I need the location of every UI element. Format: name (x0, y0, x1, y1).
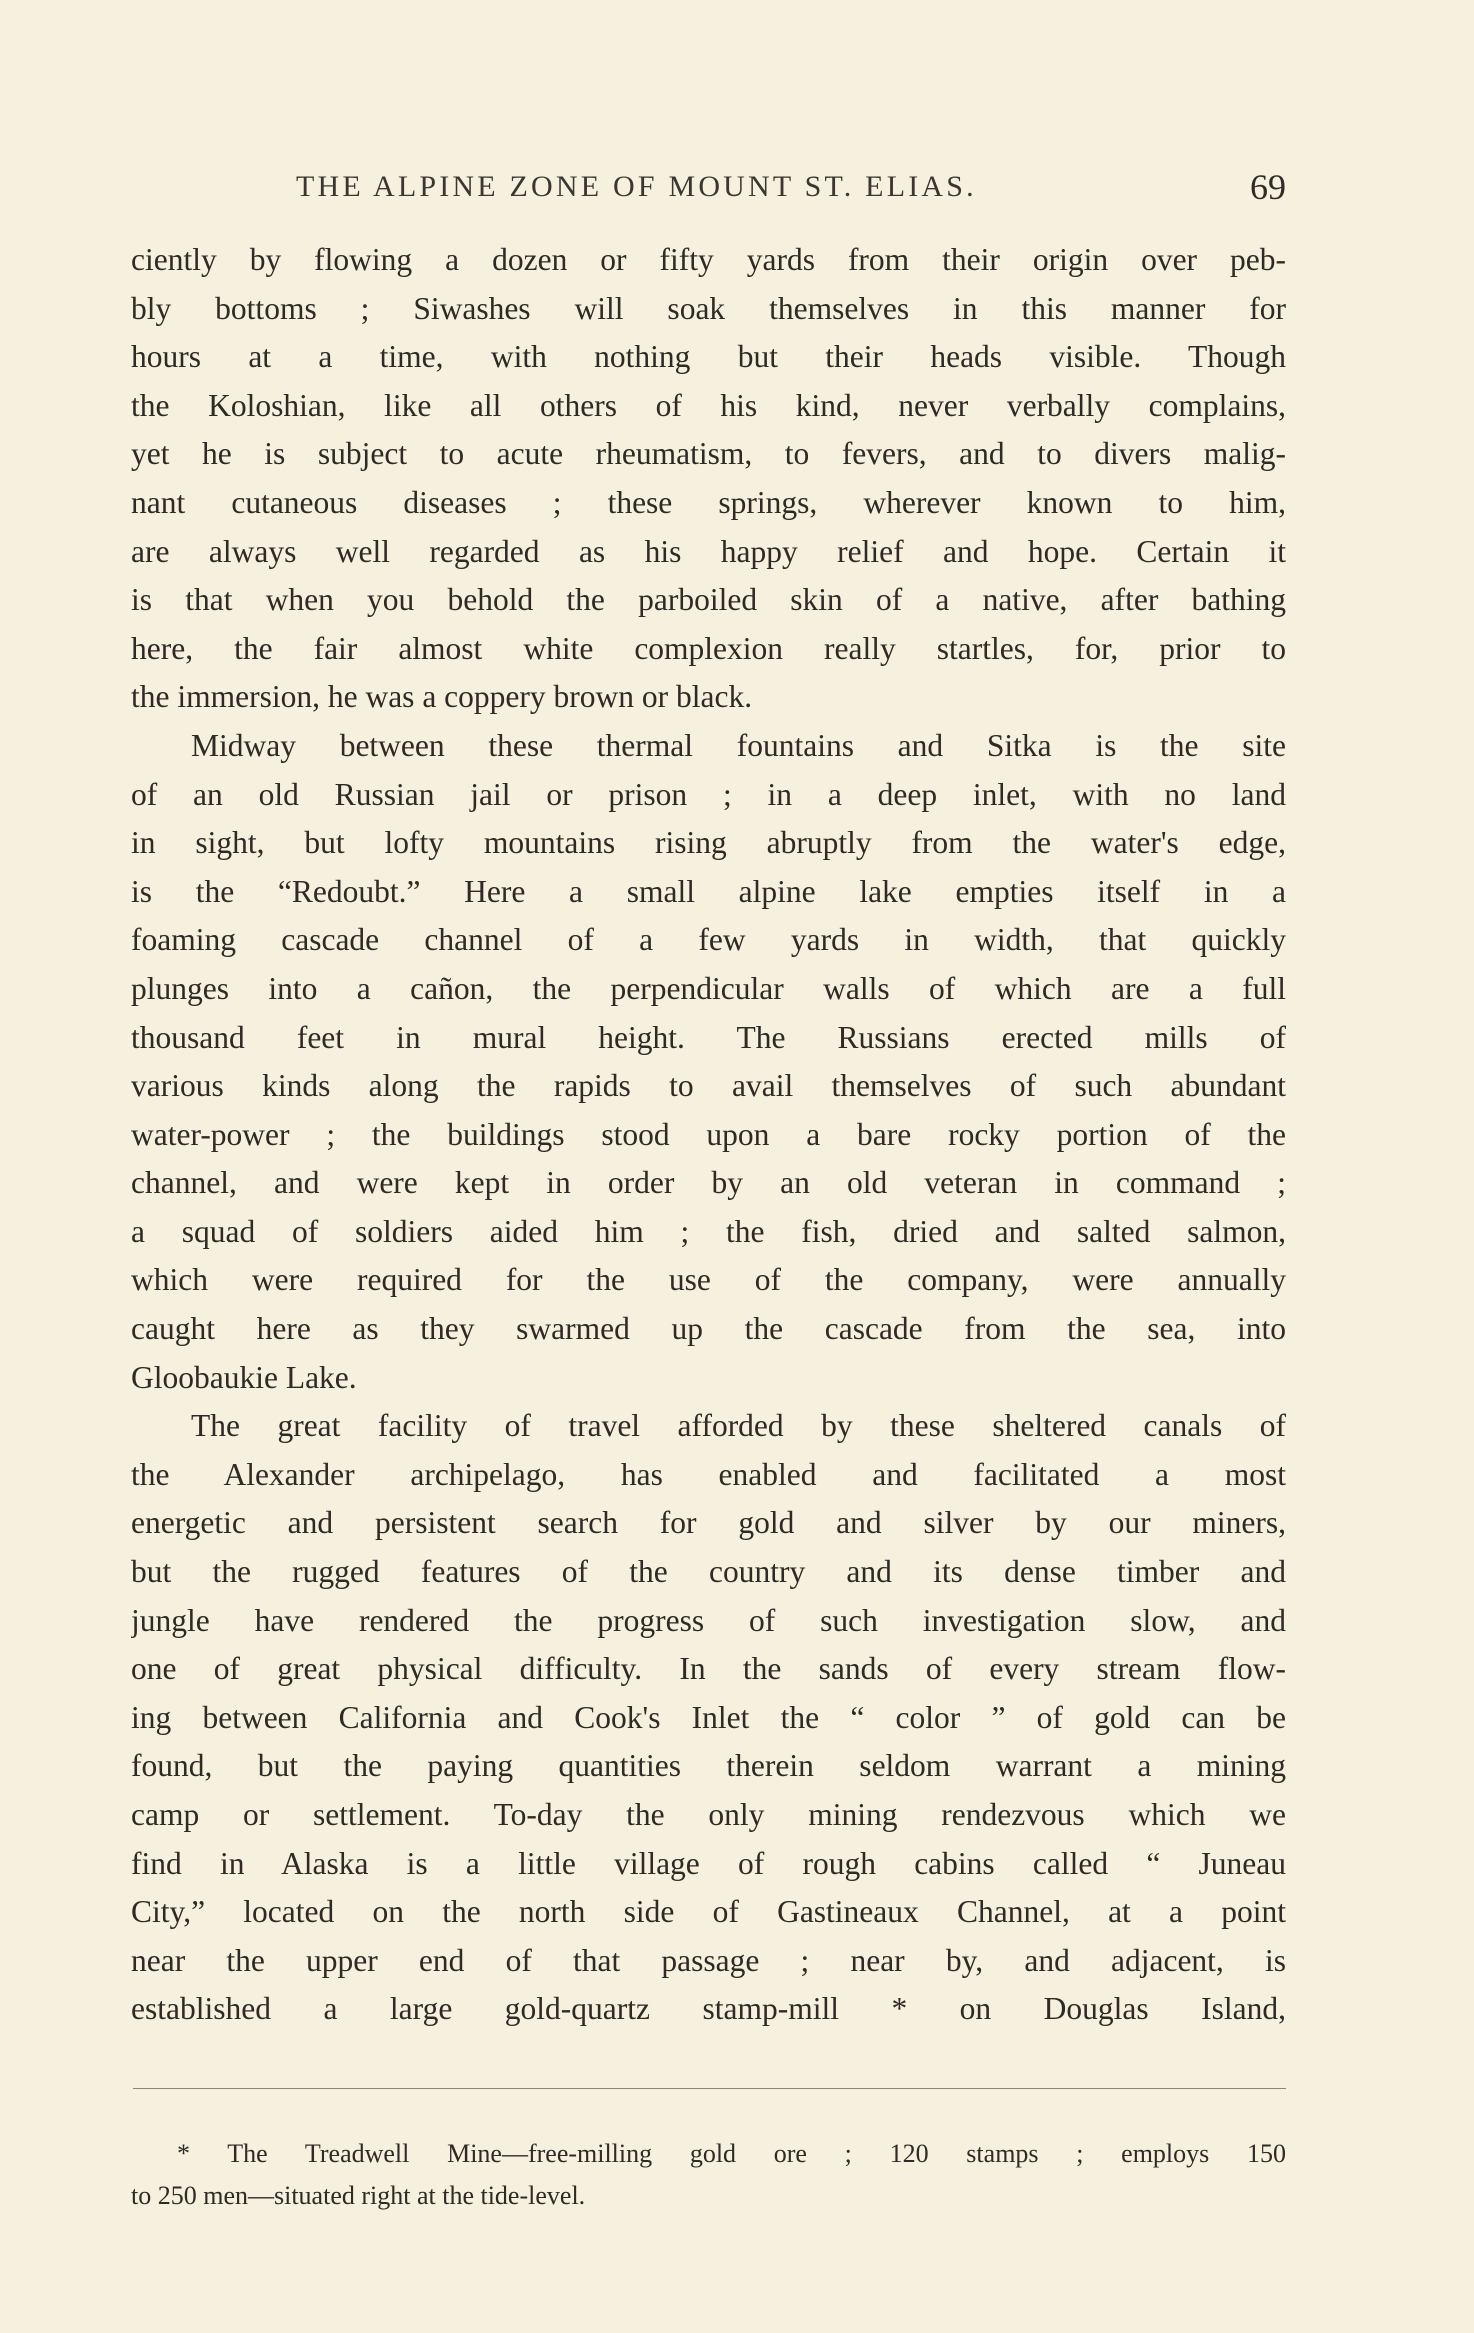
page-number: 69 (1250, 167, 1286, 207)
text-line: find in Alaska is a little village of rough cabins called “ Juneau (131, 1845, 1286, 1881)
text-line: ciently by flowing a dozen or fifty yards from their origin over peb- (131, 242, 1286, 277)
body-text (131, 236, 1286, 2034)
text-line: found, but the paying quantities therein seldom warrant a mining (131, 1748, 1286, 1784)
paragraph-start: Midway between these thermal fountains and Sitka is the site (191, 727, 1286, 763)
text-line: one of great physical difficulty. In the sands of every stream flow- (131, 1651, 1286, 1687)
text-line: are always well regarded as his happy relief and hope. Certain it (131, 533, 1286, 569)
text-line: camp or settlement. To-day the only mining rendezvous which we (131, 1797, 1286, 1832)
footnote (131, 2133, 1286, 2217)
text-line: the Koloshian, like all others of his kind, never verbally complains, (131, 387, 1286, 423)
text-line: a squad of soldiers aided him ; the fish, dried and salted salmon, (131, 1213, 1286, 1249)
text-line: energetic and persistent search for gold and silver by our miners, (131, 1505, 1286, 1541)
text-line: but the rugged features of the country and its dense timber and (131, 1554, 1286, 1590)
text-line: here, the fair almost white complexion really startles, for, prior to (131, 630, 1286, 666)
paragraph-start: The great facility of travel afforded by these sheltered canals of (191, 1408, 1286, 1444)
text-line: thousand feet in mural height. The Russians erected mills of (131, 1019, 1286, 1055)
text-line: near the upper end of that passage ; near by, and adjacent, is (131, 1942, 1286, 1978)
running-header (296, 166, 1286, 216)
text-line: of an old Russian jail or prison ; in a deep inlet, with no land (131, 776, 1286, 812)
text-line: nant cutaneous diseases ; these springs, wherever known to him, (131, 484, 1286, 520)
text-line: is the “Redoubt.” Here a small alpine lake empties itself in a (131, 873, 1286, 909)
text-line: yet he is subject to acute rheumatism, to fevers, and to divers malig- (131, 436, 1286, 472)
text-line: City,” located on the north side of Gastineaux Channel, at a point (131, 1894, 1286, 1930)
text-line: jungle have rendered the progress of such investigation slow, and (131, 1602, 1286, 1638)
text-line: various kinds along the rapids to avail themselves of such abundant (131, 1068, 1286, 1104)
running-title: THE ALPINE ZONE OF MOUNT ST. ELIAS. (296, 170, 977, 203)
text-line: in sight, but lofty mountains rising abruptly from the water's edge, (131, 825, 1286, 861)
text-line: the immersion, he was a coppery brown or black. (131, 679, 753, 715)
text-line: channel, and were kept in order by an old veteran in command ; (131, 1165, 1286, 1201)
text-line: hours at a time, with nothing but their heads visible. Though (131, 339, 1286, 375)
text-line: established a large gold-quartz stamp-mill * on Douglas Island, (131, 1991, 1286, 2027)
footnote-divider (133, 2088, 1286, 2089)
text-line: which were required for the use of the company, were annually (131, 1262, 1286, 1298)
text-line: plunges into a cañon, the perpendicular walls of which are a full (131, 970, 1286, 1006)
footnote-line: to 250 men—situated right at the tide-level. (131, 2181, 586, 2210)
text-line: the Alexander archipelago, has enabled and facilitated a most (131, 1456, 1286, 1492)
text-line: water-power ; the buildings stood upon a bare rocky portion of the (131, 1116, 1286, 1152)
text-line: foaming cascade channel of a few yards in width, that quickly (131, 922, 1286, 958)
text-line: Gloobaukie Lake. (131, 1359, 357, 1395)
text-line: ing between California and Cook's Inlet the “ color ” of gold can be (131, 1699, 1286, 1735)
text-line: bly bottoms ; Siwashes will soak themselves in this manner for (131, 290, 1286, 326)
text-line: is that when you behold the parboiled skin of a native, after bathing (131, 582, 1286, 618)
footnote-line: * The Treadwell Mine—free-milling gold ore ; 120 stamps ; employs 150 (177, 2139, 1286, 2168)
text-line: caught here as they swarmed up the cascade from the sea, into (131, 1311, 1286, 1347)
